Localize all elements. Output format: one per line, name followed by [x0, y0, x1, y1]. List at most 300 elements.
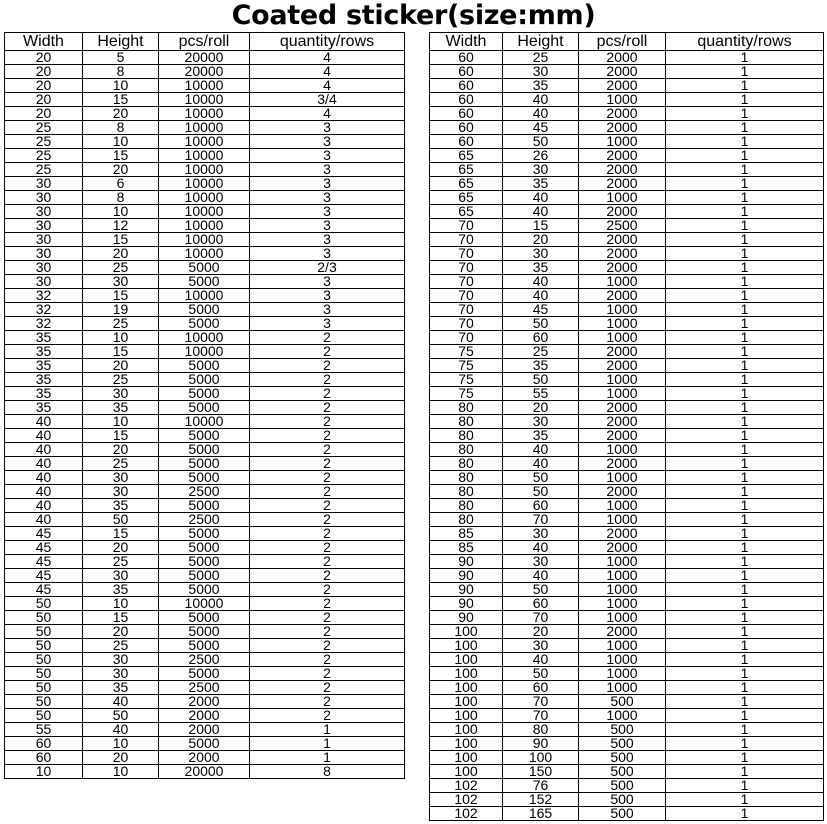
table-row — [430, 205, 824, 219]
quantity-rows-cell: 3 — [250, 135, 405, 149]
pcs-roll-cell: 5000 — [159, 541, 250, 555]
table-row — [430, 765, 824, 779]
table-row — [430, 555, 824, 569]
width-cell: 100 — [430, 723, 503, 737]
pcs-roll-cell: 1000 — [579, 191, 666, 205]
quantity-rows-cell: 1 — [666, 121, 824, 135]
height-cell: 40 — [503, 443, 579, 457]
quantity-rows-cell: 1 — [666, 289, 824, 303]
pcs-roll-cell: 1000 — [579, 597, 666, 611]
quantity-rows-cell: 3 — [250, 191, 405, 205]
table-row — [5, 79, 405, 93]
quantity-rows-cell: 2 — [250, 387, 405, 401]
table-row — [5, 415, 405, 429]
height-cell: 20 — [503, 233, 579, 247]
width-cell: 10 — [5, 765, 83, 779]
width-cell: 90 — [430, 611, 503, 625]
height-cell: 70 — [503, 695, 579, 709]
width-cell: 70 — [430, 331, 503, 345]
table-row — [5, 597, 405, 611]
width-cell: 45 — [5, 527, 83, 541]
pcs-roll-cell: 2000 — [159, 709, 250, 723]
quantity-rows-cell: 1 — [666, 79, 824, 93]
width-cell: 80 — [430, 401, 503, 415]
quantity-rows-cell: 1 — [666, 233, 824, 247]
width-cell: 32 — [5, 317, 83, 331]
width-cell: 100 — [430, 667, 503, 681]
pcs-roll-cell: 1000 — [579, 93, 666, 107]
quantity-rows-cell: 3 — [250, 121, 405, 135]
quantity-rows-cell: 1 — [666, 807, 824, 821]
pcs-roll-cell: 2000 — [579, 233, 666, 247]
page-title: Coated sticker(size:mm) — [231, 0, 596, 31]
height-cell: 50 — [503, 317, 579, 331]
quantity-rows-cell: 3 — [250, 205, 405, 219]
width-cell: 80 — [430, 457, 503, 471]
height-cell: 40 — [83, 723, 159, 737]
table-row — [430, 527, 824, 541]
table-row — [430, 457, 824, 471]
quantity-rows-cell: 1 — [666, 247, 824, 261]
quantity-rows-cell: 2 — [250, 569, 405, 583]
pcs-roll-cell: 500 — [579, 779, 666, 793]
width-cell: 40 — [5, 513, 83, 527]
quantity-rows-cell: 2 — [250, 667, 405, 681]
pcs-roll-cell: 5000 — [159, 583, 250, 597]
pcs-roll-cell: 10000 — [159, 289, 250, 303]
width-cell: 30 — [5, 233, 83, 247]
width-cell: 45 — [5, 555, 83, 569]
table-row — [430, 121, 824, 135]
height-cell: 20 — [83, 541, 159, 555]
quantity-rows-cell: 2 — [250, 555, 405, 569]
table-row — [5, 149, 405, 163]
height-cell: 30 — [83, 653, 159, 667]
height-cell: 90 — [503, 737, 579, 751]
pcs-roll-cell: 5000 — [159, 443, 250, 457]
width-cell: 35 — [5, 401, 83, 415]
quantity-rows-cell: 4 — [250, 51, 405, 65]
width-cell: 75 — [430, 359, 503, 373]
height-cell: 40 — [503, 289, 579, 303]
height-cell: 50 — [503, 583, 579, 597]
quantity-rows-cell: 1 — [666, 779, 824, 793]
quantity-rows-cell: 1 — [666, 471, 824, 485]
quantity-rows-cell: 2 — [250, 541, 405, 555]
column-header-pcs-roll: pcs/roll — [159, 33, 250, 51]
width-cell: 100 — [430, 737, 503, 751]
pcs-roll-cell: 1000 — [579, 513, 666, 527]
table-row — [5, 485, 405, 499]
width-cell: 45 — [5, 569, 83, 583]
quantity-rows-cell: 1 — [666, 583, 824, 597]
height-cell: 35 — [503, 79, 579, 93]
table-row — [430, 779, 824, 793]
table-row — [430, 359, 824, 373]
pcs-roll-cell: 5000 — [159, 471, 250, 485]
table-row — [5, 331, 405, 345]
quantity-rows-cell: 1 — [666, 667, 824, 681]
table-row — [430, 233, 824, 247]
pcs-roll-cell: 2000 — [579, 429, 666, 443]
pcs-roll-cell: 2000 — [579, 359, 666, 373]
table-row — [5, 765, 405, 779]
pcs-roll-cell: 20000 — [159, 51, 250, 65]
height-cell: 10 — [83, 331, 159, 345]
table-row — [430, 513, 824, 527]
width-cell: 60 — [430, 51, 503, 65]
width-cell: 70 — [430, 247, 503, 261]
height-cell: 15 — [83, 93, 159, 107]
table-row — [430, 583, 824, 597]
quantity-rows-cell: 2 — [250, 681, 405, 695]
table-row — [430, 541, 824, 555]
width-cell: 30 — [5, 275, 83, 289]
pcs-roll-cell: 5000 — [159, 499, 250, 513]
quantity-rows-cell: 1 — [666, 345, 824, 359]
pcs-roll-cell: 1000 — [579, 373, 666, 387]
table-row — [430, 51, 824, 65]
quantity-rows-cell: 1 — [250, 723, 405, 737]
table-row — [5, 499, 405, 513]
height-cell: 40 — [503, 457, 579, 471]
height-cell: 30 — [503, 527, 579, 541]
quantity-rows-cell: 1 — [666, 93, 824, 107]
height-cell: 35 — [83, 401, 159, 415]
height-cell: 70 — [503, 709, 579, 723]
width-cell: 30 — [5, 219, 83, 233]
height-cell: 35 — [83, 681, 159, 695]
width-cell: 25 — [5, 121, 83, 135]
table-row — [5, 233, 405, 247]
quantity-rows-cell: 1 — [666, 513, 824, 527]
height-cell: 50 — [503, 135, 579, 149]
quantity-rows-cell: 3 — [250, 219, 405, 233]
height-cell: 25 — [83, 317, 159, 331]
height-cell: 40 — [503, 541, 579, 555]
quantity-rows-cell: 1 — [666, 485, 824, 499]
quantity-rows-cell: 4 — [250, 79, 405, 93]
height-cell: 20 — [83, 443, 159, 457]
table-row — [5, 695, 405, 709]
width-cell: 100 — [430, 653, 503, 667]
height-cell: 100 — [503, 751, 579, 765]
table-row — [430, 681, 824, 695]
width-cell: 100 — [430, 695, 503, 709]
width-cell: 32 — [5, 303, 83, 317]
height-cell: 20 — [83, 359, 159, 373]
pcs-roll-cell: 2000 — [579, 247, 666, 261]
table-row — [430, 443, 824, 457]
quantity-rows-cell: 1 — [666, 65, 824, 79]
width-cell: 102 — [430, 779, 503, 793]
width-cell: 40 — [5, 429, 83, 443]
pcs-roll-cell: 5000 — [159, 261, 250, 275]
quantity-rows-cell: 2 — [250, 345, 405, 359]
pcs-roll-cell: 2000 — [579, 79, 666, 93]
quantity-rows-cell: 2 — [250, 429, 405, 443]
width-cell: 80 — [430, 471, 503, 485]
pcs-roll-cell: 5000 — [159, 569, 250, 583]
quantity-rows-cell: 3 — [250, 149, 405, 163]
width-cell: 75 — [430, 345, 503, 359]
pcs-roll-cell: 5000 — [159, 387, 250, 401]
height-cell: 25 — [83, 639, 159, 653]
quantity-rows-cell: 3 — [250, 247, 405, 261]
height-cell: 10 — [83, 765, 159, 779]
table-row — [5, 653, 405, 667]
width-cell: 102 — [430, 793, 503, 807]
pcs-roll-cell: 1000 — [579, 499, 666, 513]
width-cell: 30 — [5, 247, 83, 261]
pcs-roll-cell: 2000 — [579, 625, 666, 639]
table-row — [5, 429, 405, 443]
table-row — [5, 751, 405, 765]
quantity-rows-cell: 2 — [250, 513, 405, 527]
table-row — [430, 695, 824, 709]
height-cell: 20 — [83, 107, 159, 121]
table-row — [430, 331, 824, 345]
height-cell: 25 — [83, 555, 159, 569]
height-cell: 55 — [503, 387, 579, 401]
quantity-rows-cell: 1 — [666, 681, 824, 695]
width-cell: 70 — [430, 317, 503, 331]
quantity-rows-cell: 1 — [666, 793, 824, 807]
table-row — [5, 555, 405, 569]
table-row — [430, 709, 824, 723]
right-sticker-table — [429, 32, 824, 821]
quantity-rows-cell: 1 — [666, 163, 824, 177]
pcs-roll-cell: 2500 — [579, 219, 666, 233]
quantity-rows-cell: 1 — [666, 191, 824, 205]
width-cell: 80 — [430, 499, 503, 513]
table-row — [5, 373, 405, 387]
quantity-rows-cell: 1 — [666, 737, 824, 751]
quantity-rows-cell: 2 — [250, 359, 405, 373]
width-cell: 50 — [5, 667, 83, 681]
pcs-roll-cell: 2000 — [579, 177, 666, 191]
pcs-roll-cell: 5000 — [159, 457, 250, 471]
table-row — [430, 107, 824, 121]
height-cell: 10 — [83, 79, 159, 93]
pcs-roll-cell: 10000 — [159, 345, 250, 359]
quantity-rows-cell: 1 — [666, 317, 824, 331]
table-row — [5, 513, 405, 527]
width-cell: 20 — [5, 79, 83, 93]
width-cell: 32 — [5, 289, 83, 303]
height-cell: 35 — [503, 261, 579, 275]
pcs-roll-cell: 1000 — [579, 303, 666, 317]
quantity-rows-cell: 1 — [666, 569, 824, 583]
height-cell: 50 — [83, 513, 159, 527]
height-cell: 50 — [503, 373, 579, 387]
width-cell: 70 — [430, 275, 503, 289]
quantity-rows-cell: 2 — [250, 709, 405, 723]
height-cell: 30 — [83, 471, 159, 485]
quantity-rows-cell: 2 — [250, 401, 405, 415]
quantity-rows-cell: 1 — [666, 709, 824, 723]
table-row — [430, 303, 824, 317]
pcs-roll-cell: 5000 — [159, 373, 250, 387]
pcs-roll-cell: 5000 — [159, 317, 250, 331]
pcs-roll-cell: 2000 — [579, 261, 666, 275]
pcs-roll-cell: 10000 — [159, 107, 250, 121]
height-cell: 70 — [503, 513, 579, 527]
table-row — [430, 93, 824, 107]
table-row — [430, 219, 824, 233]
table-row — [5, 611, 405, 625]
width-cell: 75 — [430, 387, 503, 401]
quantity-rows-cell: 2 — [250, 443, 405, 457]
table-row — [430, 317, 824, 331]
height-cell: 15 — [83, 429, 159, 443]
table-row — [5, 163, 405, 177]
width-cell: 30 — [5, 261, 83, 275]
table-row — [5, 191, 405, 205]
height-cell: 30 — [503, 247, 579, 261]
pcs-roll-cell: 1000 — [579, 709, 666, 723]
pcs-roll-cell: 500 — [579, 793, 666, 807]
height-cell: 20 — [503, 625, 579, 639]
width-cell: 50 — [5, 695, 83, 709]
pcs-roll-cell: 10000 — [159, 177, 250, 191]
height-cell: 40 — [503, 93, 579, 107]
table-row — [430, 793, 824, 807]
pcs-roll-cell: 10000 — [159, 191, 250, 205]
table-row — [430, 275, 824, 289]
width-cell: 50 — [5, 611, 83, 625]
quantity-rows-cell: 3 — [250, 289, 405, 303]
pcs-roll-cell: 500 — [579, 737, 666, 751]
height-cell: 35 — [503, 359, 579, 373]
quantity-rows-cell: 1 — [666, 695, 824, 709]
table-row — [5, 709, 405, 723]
width-cell: 100 — [430, 765, 503, 779]
table-row — [430, 639, 824, 653]
pcs-roll-cell: 2500 — [159, 485, 250, 499]
table-row — [5, 93, 405, 107]
quantity-rows-cell: 1 — [666, 429, 824, 443]
width-cell: 70 — [430, 261, 503, 275]
pcs-roll-cell: 5000 — [159, 303, 250, 317]
width-cell: 25 — [5, 149, 83, 163]
width-cell: 50 — [5, 639, 83, 653]
pcs-roll-cell: 10000 — [159, 331, 250, 345]
width-cell: 80 — [430, 429, 503, 443]
height-cell: 30 — [503, 65, 579, 79]
table-row — [430, 485, 824, 499]
table-row — [430, 289, 824, 303]
width-cell: 40 — [5, 499, 83, 513]
pcs-roll-cell: 10000 — [159, 219, 250, 233]
table-row — [430, 499, 824, 513]
column-header-height: Height — [503, 33, 579, 51]
height-cell: 76 — [503, 779, 579, 793]
height-cell: 15 — [83, 289, 159, 303]
width-cell: 45 — [5, 541, 83, 555]
width-cell: 100 — [430, 751, 503, 765]
table-row — [5, 681, 405, 695]
pcs-roll-cell: 1000 — [579, 317, 666, 331]
pcs-roll-cell: 2000 — [579, 121, 666, 135]
table-row — [5, 121, 405, 135]
quantity-rows-cell: 1 — [666, 611, 824, 625]
pcs-roll-cell: 2000 — [579, 541, 666, 555]
quantity-rows-cell: 2 — [250, 415, 405, 429]
width-cell: 90 — [430, 597, 503, 611]
quantity-rows-cell: 1 — [666, 541, 824, 555]
pcs-roll-cell: 1000 — [579, 639, 666, 653]
quantity-rows-cell: 1 — [666, 401, 824, 415]
table-row — [5, 205, 405, 219]
pcs-roll-cell: 10000 — [159, 597, 250, 611]
height-cell: 15 — [83, 345, 159, 359]
table-row — [430, 401, 824, 415]
height-cell: 70 — [503, 611, 579, 625]
quantity-rows-cell: 2/3 — [250, 261, 405, 275]
pcs-roll-cell: 500 — [579, 765, 666, 779]
table-row — [5, 639, 405, 653]
height-cell: 40 — [503, 107, 579, 121]
table-row — [5, 471, 405, 485]
height-cell: 10 — [83, 737, 159, 751]
column-header-quantity-rows: quantity/rows — [250, 33, 405, 51]
height-cell: 15 — [83, 611, 159, 625]
pcs-roll-cell: 1000 — [579, 667, 666, 681]
quantity-rows-cell: 2 — [250, 597, 405, 611]
width-cell: 60 — [5, 737, 83, 751]
pcs-roll-cell: 5000 — [159, 639, 250, 653]
pcs-roll-cell: 1000 — [579, 569, 666, 583]
pcs-roll-cell: 2000 — [579, 51, 666, 65]
quantity-rows-cell: 2 — [250, 331, 405, 345]
table-row — [5, 261, 405, 275]
pcs-roll-cell: 20000 — [159, 765, 250, 779]
table-row — [5, 737, 405, 751]
quantity-rows-cell: 2 — [250, 583, 405, 597]
quantity-rows-cell: 2 — [250, 457, 405, 471]
height-cell: 30 — [83, 275, 159, 289]
height-cell: 15 — [83, 233, 159, 247]
width-cell: 80 — [430, 485, 503, 499]
quantity-rows-cell: 2 — [250, 653, 405, 667]
table-row — [430, 191, 824, 205]
pcs-roll-cell: 1000 — [579, 583, 666, 597]
height-cell: 50 — [503, 485, 579, 499]
width-cell: 70 — [430, 289, 503, 303]
width-cell: 90 — [430, 583, 503, 597]
table-row — [430, 723, 824, 737]
height-cell: 80 — [503, 723, 579, 737]
height-cell: 35 — [83, 499, 159, 513]
width-cell: 65 — [430, 163, 503, 177]
height-cell: 30 — [83, 667, 159, 681]
width-cell: 65 — [430, 205, 503, 219]
column-header-width: Width — [430, 33, 503, 51]
width-cell: 40 — [5, 415, 83, 429]
width-cell: 100 — [430, 625, 503, 639]
table-row — [430, 653, 824, 667]
quantity-rows-cell: 3 — [250, 177, 405, 191]
width-cell: 40 — [5, 485, 83, 499]
height-cell: 20 — [83, 751, 159, 765]
width-cell: 100 — [430, 709, 503, 723]
pcs-roll-cell: 500 — [579, 751, 666, 765]
width-cell: 20 — [5, 93, 83, 107]
table-row — [5, 303, 405, 317]
quantity-rows-cell: 1 — [666, 219, 824, 233]
table-row — [430, 135, 824, 149]
